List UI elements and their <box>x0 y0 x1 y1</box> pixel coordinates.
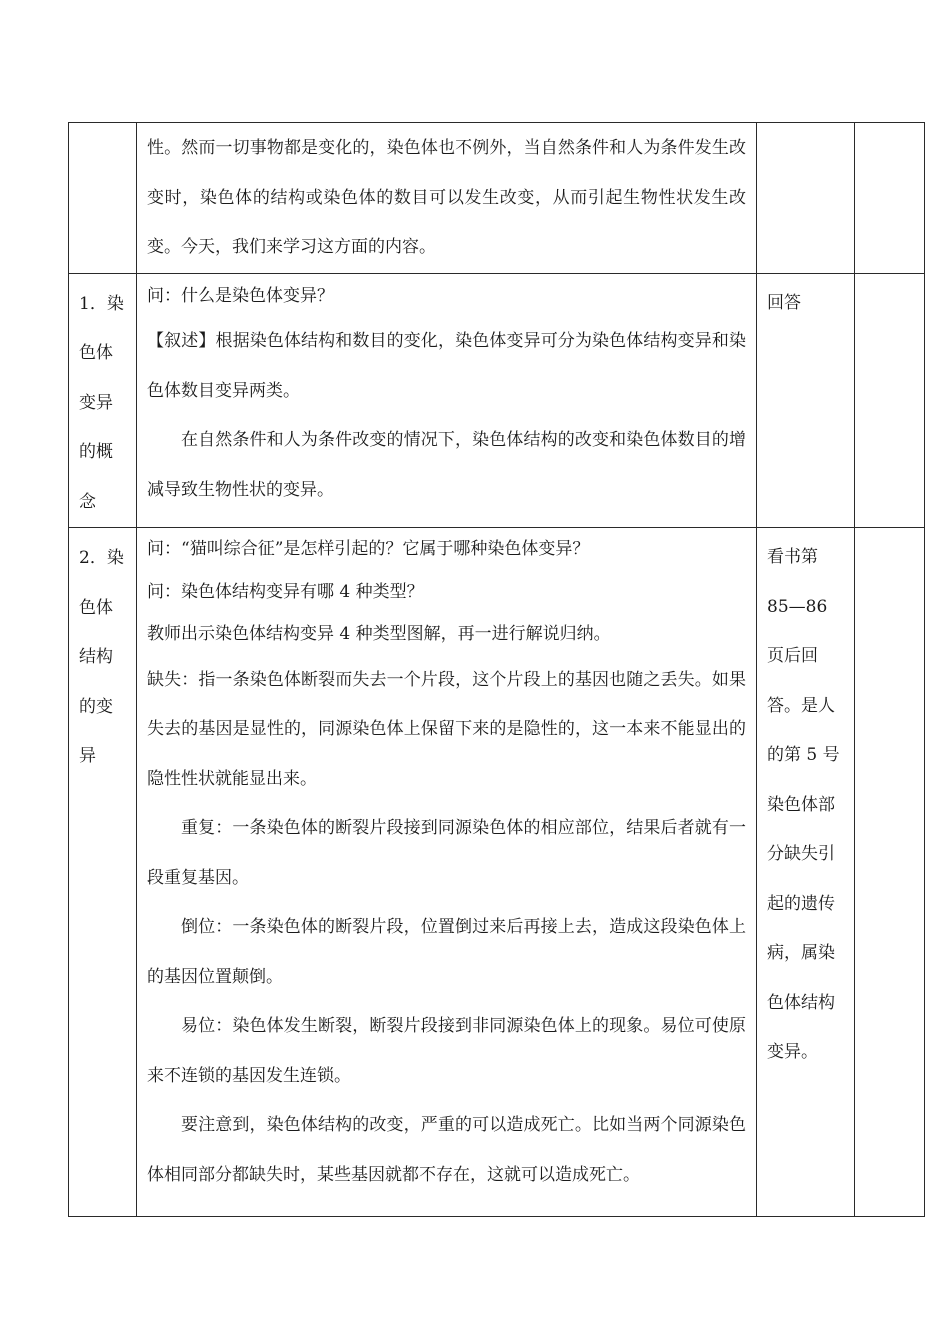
table-row <box>69 273 925 528</box>
topic-line: 变异 <box>79 392 113 413</box>
topic-cell <box>69 528 137 1217</box>
notes-cell <box>855 528 925 1217</box>
student-activity-line: 色体结构 <box>767 992 835 1013</box>
student-activity-line: 的第 5 号 <box>767 745 840 765</box>
lesson-plan-table <box>68 122 925 1217</box>
content-cell <box>137 123 757 274</box>
topic-cell <box>69 273 137 528</box>
student-activity-line: 染色体部 <box>767 794 835 815</box>
topic-line: 结构 <box>79 647 113 667</box>
student-activity-line: 分缺失引 <box>767 844 835 864</box>
notes-cell <box>855 273 925 528</box>
content-paragraph: 问：染色体结构变异有哪 4 种类型？ <box>147 581 424 602</box>
student-activity-line: 看书第 <box>767 547 818 567</box>
topic-cell <box>69 123 137 274</box>
content-paragraph: 重复：一条染色体的断裂片段接到同源染色体的相应部位，结果后者就有一段重复基因。 <box>147 818 746 888</box>
table-row <box>69 123 925 274</box>
student-activity-line: 病，属染 <box>767 943 835 963</box>
student-activity-line: 页后回 <box>767 646 818 666</box>
topic-line: 色体 <box>79 343 113 363</box>
content-paragraph: 教师出示染色体结构变异 4 种类型图解，再一进行解说归纳。 <box>147 624 611 644</box>
topic-line: 2．染 <box>79 548 124 568</box>
student-activity-cell <box>757 273 855 528</box>
content-paragraph: 在自然条件和人为条件改变的情况下，染色体结构的改变和染色体数目的增减导致生物性状的变异。 <box>147 430 746 500</box>
student-activity-line: 起的遗传 <box>767 893 835 914</box>
student-activity-line: 85—86 <box>767 596 828 617</box>
content-paragraph: 问：什么是染色体变异？ <box>147 285 334 306</box>
topic-line: 的变 <box>79 696 113 717</box>
content-paragraph: 倒位：一条染色体的断裂片段，位置倒过来后再接上去，造成这段染色体上的基因位置颠倒。 <box>147 917 746 987</box>
topic-line: 1．染 <box>79 293 124 314</box>
content-paragraph: 要注意到，染色体结构的改变，严重的可以造成死亡。比如当两个同源染色体相同部分都缺失时，某些基因就都不存在，这就可以造成死亡。 <box>147 1115 746 1185</box>
content-paragraph: 问：“猫叫综合征”是怎样引起的？它属于哪种染色体变异？ <box>147 539 590 559</box>
student-activity-line: 答。是人 <box>767 695 835 716</box>
topic-line: 念 <box>79 491 96 512</box>
topic-line: 色体 <box>79 597 113 618</box>
student-activity-line: 变异。 <box>767 1042 818 1062</box>
table-row <box>69 528 925 1217</box>
content-paragraph: 易位：染色体发生断裂，断裂片段接到非同源染色体上的现象。易位可使原来不连锁的基因发生连锁。 <box>147 1016 746 1086</box>
content-cell <box>137 273 757 528</box>
student-activity-cell <box>757 528 855 1217</box>
content-paragraph: 性。然而一切事物都是变化的，染色体也不例外，当自然条件和人为条件发生改变时，染色体的结构或染色体的数目可以发生改变，从而引起生物性状发生改变。今天，我们来学习这方面的内容。 <box>147 138 746 257</box>
content-cell <box>137 528 757 1217</box>
content-paragraph: 缺失：指一条染色体断裂而失去一个片段，这个片段上的基因也随之丢失。如果失去的基因是显性的，同源染色体上保留下来的是隐性的，这一本来不能显出的隐性性状就能显出来。 <box>147 669 746 789</box>
notes-cell <box>855 123 925 274</box>
topic-line: 异 <box>79 746 96 766</box>
topic-line: 的概 <box>79 442 113 462</box>
content-paragraph: 【叙述】根据染色体结构和数目的变化，染色体变异可分为染色体结构变异和染色体数目变异两类。 <box>147 331 746 401</box>
student-activity-line: 回答 <box>767 292 801 313</box>
student-activity-cell <box>757 123 855 274</box>
